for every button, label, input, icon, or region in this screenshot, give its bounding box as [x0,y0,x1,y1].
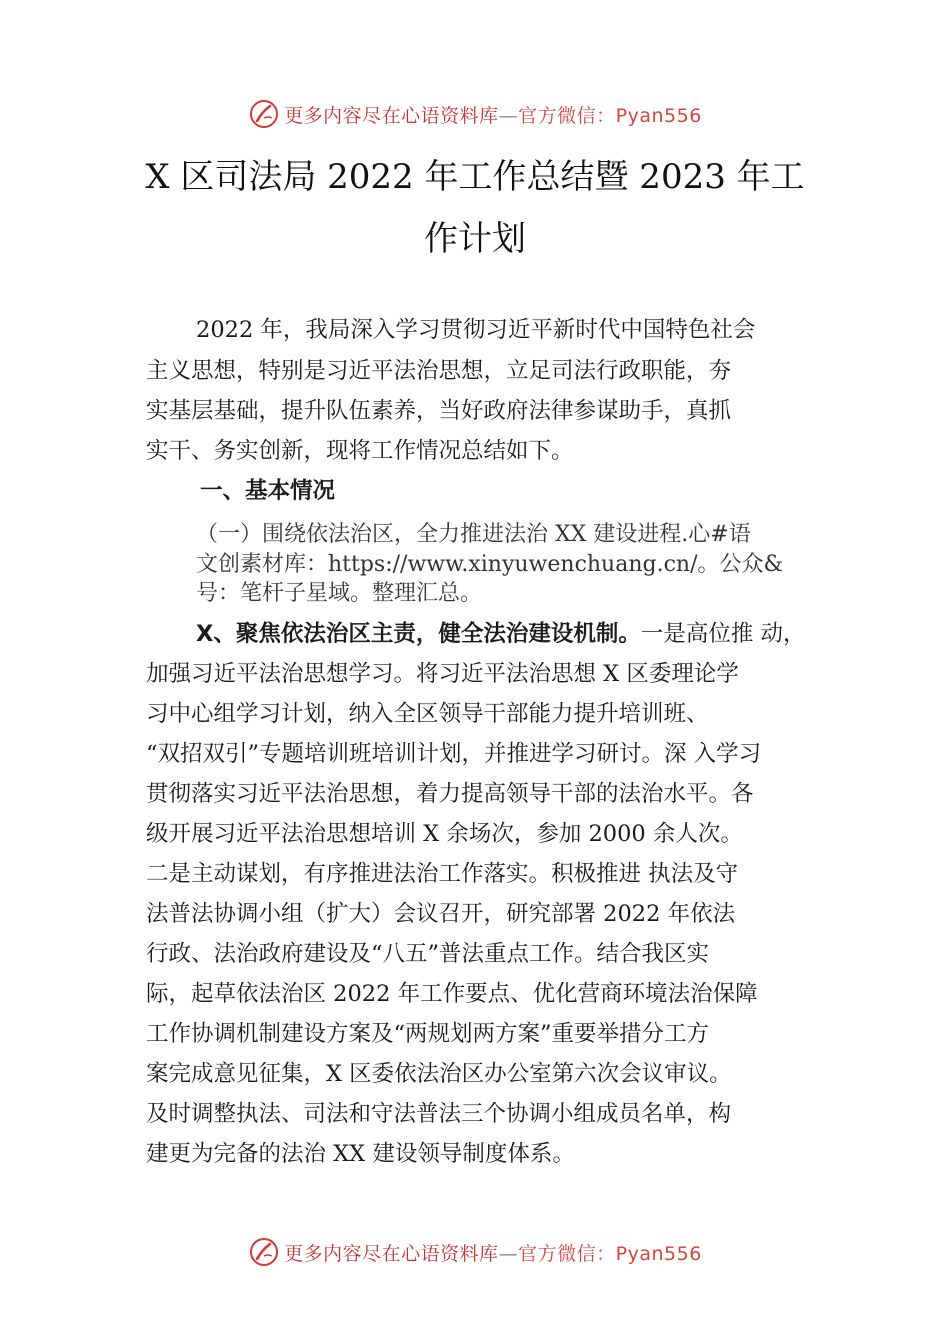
intro-line-4: 实干、务实创新，现将工作情况总结如下。 [146,438,574,464]
section-heading: 一、基本情况 [200,478,336,504]
intro-line-1: 2022 年，我局深入学习贯彻习近平新时代中国特色社会 [196,317,756,343]
intro-line-3: 实基层基础，提升队伍素养，当好政府法律参谋助手，真抓 [146,398,732,424]
para-line-4: 贯彻落实习近平法治思想，着力提高领导干部的法治水平。各 [146,781,754,807]
para-lead-bold: X、聚焦依法治区主责，健全法治建设机制。 [196,621,641,647]
watermark-part1: 更多内容尽在心语资料库 [284,1242,499,1265]
subsection-line-3: 号：笔杆子星域。整理汇总。 [196,581,483,606]
para-line-6: 二是主动谋划，有序推进法治工作落实。积极推进 执法及守 [146,861,739,887]
para-line-9: 际，起草依法治区 2022 年工作要点、优化营商环境法治保障 [146,981,758,1007]
watermark-text [284,101,702,128]
para-line-5: 级开展习近平法治思想培训 X 余场次，参加 2000 余人次。 [146,821,743,847]
watermark-part3: 官方微信：Pyan556 [518,104,702,127]
subsection-line-2: 文创素材库：https://www.xinyuwenchuang.cn/。公众& [196,552,784,577]
para-line-2: 习中心组学习计划，纳入全区领导干部能力提升培训班、 [146,701,709,727]
watermark-part1: 更多内容尽在心语资料库 [284,104,499,127]
para-line-8: 行政、法治政府建设及“八五”普法重点工作。结合我区实 [146,941,710,967]
intro-line-2: 主义思想，特别是习近平法治思想，立足司法行政职能，夯 [146,358,732,384]
para-lead-rest: 一是高位推 动， [640,621,806,647]
watermark-banner-bottom [0,1232,950,1272]
para-line-3: “双招双引”专题培训班培训计划，并推进学习研讨。深 入学习 [146,741,762,767]
watermark-part2: — [498,104,519,127]
brush-logo-icon [248,1236,280,1268]
document-title-line1: X 区司法局 2022 年工作总结暨 2023 年工 [145,157,805,197]
watermark-text [284,1239,702,1266]
para-lead-line [196,614,806,654]
para-line-11: 案完成意见征集，X 区委依法治区办公室第六次会议审议。 [146,1061,732,1087]
para-line-1: 加强习近平法治思想学习。将习近平法治思想 X 区委理论学 [146,661,739,687]
para-line-13: 建更为完备的法治 XX 建设领导制度体系。 [146,1141,575,1167]
watermark-part3: 官方微信：Pyan556 [518,1242,702,1265]
brush-logo-icon [248,98,280,130]
watermark-banner-top [0,94,950,134]
para-line-12: 及时调整执法、司法和守法普法三个协调小组成员名单，构 [146,1101,732,1127]
para-line-10: 工作协调机制建设方案及“两规划两方案”重要举措分工方 [146,1021,710,1047]
para-line-7: 法普法协调小组（扩大）会议召开，研究部署 2022 年依法 [146,901,736,927]
watermark-part2: — [498,1242,519,1265]
document-title-line2: 作计划 [424,219,526,259]
subsection-line-1: （一）围绕依法治区，全力推进法治 XX 建设进程.心#语 [196,522,751,547]
